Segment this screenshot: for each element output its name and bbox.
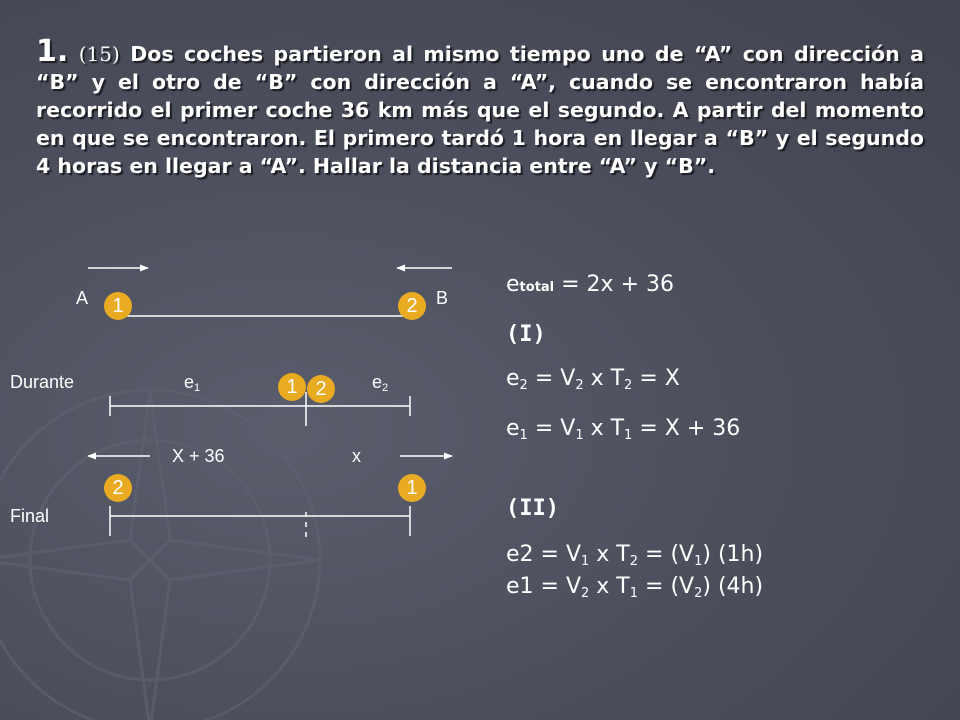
- equation-e2: $e_2 = V_2$ x $T_2 = X$: [506, 366, 680, 393]
- part-two-label: (II): [506, 496, 559, 521]
- e1-label: $e_1$: [184, 372, 201, 394]
- e2-label: $e_2$: [372, 372, 389, 394]
- problem-number: 1.: [36, 34, 69, 69]
- label-b: B: [436, 288, 449, 308]
- label-a: A: [76, 288, 89, 308]
- segment-left-label: X + 36: [172, 446, 225, 466]
- stage-final-label: Final: [10, 506, 50, 526]
- equation-etotal: etotal = 2x + 36: [506, 272, 674, 297]
- car2-marker-final: 2: [104, 474, 132, 502]
- car2-marker-initial: 2: [398, 292, 426, 320]
- car1-marker-during: 1: [278, 373, 306, 401]
- segment-right-label: x: [352, 446, 361, 466]
- equation-e1: $e_1 = V_1$ x $T_1 = X + 36$: [506, 416, 741, 443]
- car2-marker-during: 2: [307, 375, 335, 403]
- car1-marker-initial: 1: [104, 292, 132, 320]
- equation-e1-velocity: $e1 = V_2$ x $T_1 = (V_2)$ (4h): [506, 574, 764, 601]
- equation-e2-velocity: $e2 = V_1$ x $T_2 = (V_1)$ (1h): [506, 542, 764, 569]
- problem-text: Dos coches partieron al mismo tiempo uno de “A” con dirección a “B” y el otro de “B” con dirección a “A”, cuando se encontraron había recorrido el primer coche 36 km más que el segundo. A partir del momento en que se encontraron. El primero tardó 1 hora en llegar a “B” y el segundo 4 horas en llegar a “A”. Hallar la distancia entre “A” y “B”.: [36, 42, 924, 178]
- problem-points: (15): [78, 42, 120, 66]
- car1-marker-final: 1: [398, 474, 426, 502]
- part-one-label: (I): [506, 322, 546, 347]
- stage-during-label: Durante: [10, 372, 75, 392]
